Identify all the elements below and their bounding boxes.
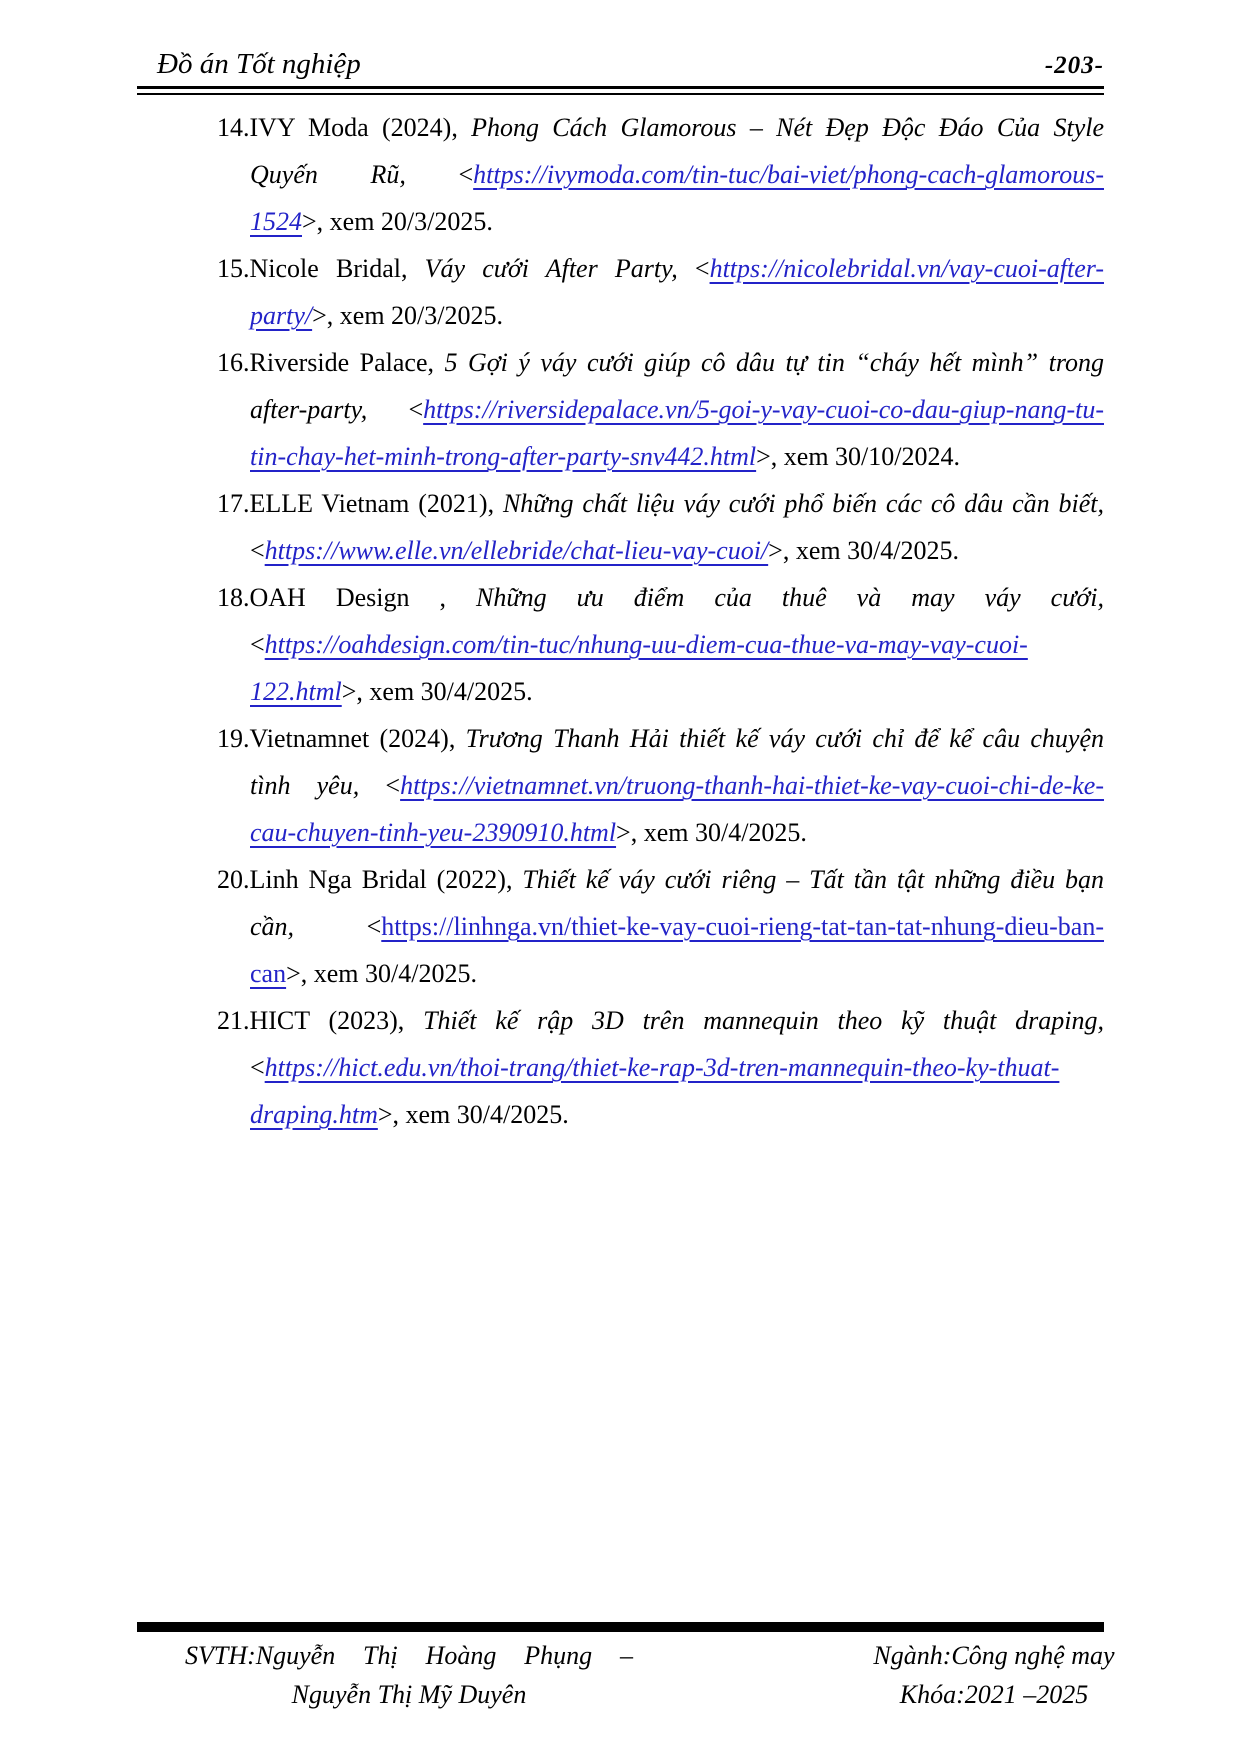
reference-number: 16. <box>217 348 250 377</box>
reference-text: Quyến Rũ, <box>250 160 459 189</box>
reference-item <box>217 997 1104 1138</box>
reference-line <box>217 574 1104 621</box>
page-number: -203- <box>1044 52 1104 79</box>
footer-rule <box>137 1622 1104 1632</box>
reference-text: Thiết kế rập 3D trên mannequin theo kỹ thuật draping, <box>423 1006 1104 1035</box>
page-header <box>137 0 1104 81</box>
reference-text: Thiết kế váy cưới riêng – Tất tần tật những điều bạn <box>522 865 1104 894</box>
reference-line <box>217 809 1104 856</box>
reference-line <box>217 762 1104 809</box>
reference-text: >, xem 30/4/2025. <box>616 818 807 847</box>
reference-text: < <box>250 630 265 659</box>
reference-link[interactable]: party/ <box>250 301 313 330</box>
reference-link[interactable]: https://riversidepalace.vn/5-goi-y-vay-cuoi-co-dau-giup-nang-tu- <box>423 395 1104 424</box>
reference-item <box>217 104 1104 245</box>
reference-text: < <box>250 536 265 565</box>
reference-text: < <box>694 254 710 283</box>
reference-link[interactable]: 1524 <box>250 207 302 236</box>
reference-text: < <box>366 912 382 941</box>
reference-link[interactable]: can <box>250 959 287 988</box>
reference-link[interactable]: https://oahdesign.com/tin-tuc/nhung-uu-diem-cua-thue-va-may-vay-cuoi- <box>264 630 1028 659</box>
reference-line <box>217 1091 1104 1138</box>
reference-line <box>217 856 1104 903</box>
header-rule <box>137 86 1104 95</box>
reference-text: IVY Moda (2024), <box>249 113 472 142</box>
reference-text: HICT (2023), <box>249 1006 424 1035</box>
reference-text: Linh Nga Bridal (2022), <box>249 865 523 894</box>
reference-text: Nicole Bridal, <box>249 254 425 283</box>
reference-line <box>217 527 1104 574</box>
page-content <box>137 0 1104 1138</box>
page-footer <box>137 1622 1115 1714</box>
reference-item <box>217 574 1104 715</box>
reference-text: after-party, <box>250 395 409 424</box>
reference-number: 14. <box>217 113 250 142</box>
reference-line <box>217 339 1104 386</box>
reference-text: < <box>408 395 424 424</box>
reference-line <box>217 433 1104 480</box>
footer-student-line2: Nguyễn Thị Mỹ Duyên <box>291 1680 527 1709</box>
reference-number: 21. <box>217 1006 250 1035</box>
footer-student-info <box>185 1636 633 1714</box>
reference-text: Phong Cách Glamorous – Nét Đẹp Độc Đáo Của Style <box>471 113 1104 142</box>
reference-text: >, xem 30/4/2025. <box>768 536 960 565</box>
reference-text: Những ưu điểm của thuê và may váy cưới, <box>476 583 1104 612</box>
reference-item <box>217 339 1104 480</box>
reference-link[interactable]: https://www.elle.vn/ellebride/chat-lieu-vay-cuoi/ <box>264 536 769 565</box>
reference-text: < <box>458 160 474 189</box>
reference-line <box>217 386 1104 433</box>
reference-link[interactable]: 122.html <box>250 677 342 706</box>
reference-line <box>217 151 1104 198</box>
reference-number: 17. <box>217 489 250 518</box>
reference-text: Trương Thanh Hải thiết kế váy cưới chỉ để kể câu chuyện <box>465 724 1104 753</box>
reference-line <box>217 997 1104 1044</box>
reference-line <box>217 480 1104 527</box>
reference-text: tình yêu, <box>250 771 386 800</box>
reference-text: >, xem 30/4/2025. <box>377 1100 569 1129</box>
reference-text: 5 Gợi ý váy cưới giúp cô dâu tự tin “cháy hết mình” trong <box>444 348 1104 377</box>
reference-line <box>217 668 1104 715</box>
footer-student-line1: SVTH:Nguyễn Thị Hoàng Phụng – <box>185 1641 633 1670</box>
reference-text: < <box>385 771 401 800</box>
reference-text: >, xem 20/3/2025. <box>312 301 503 330</box>
reference-number: 20. <box>217 865 250 894</box>
footer-text-row <box>137 1636 1115 1714</box>
reference-link[interactable]: tin-chay-het-minh-trong-after-party-snv442.html <box>250 442 757 471</box>
reference-link[interactable]: draping.htm <box>250 1100 378 1129</box>
reference-text: >, xem 20/3/2025. <box>302 207 493 236</box>
reference-link[interactable]: https://nicolebridal.vn/vay-cuoi-after- <box>709 254 1104 283</box>
reference-text: OAH Design , <box>249 583 477 612</box>
reference-text: < <box>250 1053 265 1082</box>
reference-text: Váy cưới After Party, <box>424 254 695 283</box>
footer-program-info <box>862 1636 1126 1714</box>
reference-number: 15. <box>217 254 250 283</box>
reference-line <box>217 292 1104 339</box>
footer-major: Ngành:Công nghệ may <box>873 1641 1115 1670</box>
reference-number: 18. <box>217 583 250 612</box>
reference-number: 19. <box>217 724 250 753</box>
reference-text: Vietnamnet (2024), <box>249 724 466 753</box>
footer-course: Khóa:2021 –2025 <box>899 1680 1089 1709</box>
reference-item <box>217 715 1104 856</box>
reference-line <box>217 903 1104 950</box>
reference-text: cần, <box>250 912 367 941</box>
reference-line <box>217 621 1104 668</box>
reference-line <box>217 104 1104 151</box>
reference-text: ELLE Vietnam (2021), <box>249 489 503 518</box>
reference-text: >, xem 30/4/2025. <box>341 677 533 706</box>
reference-text: >, xem 30/10/2024. <box>756 442 960 471</box>
reference-item <box>217 245 1104 339</box>
reference-line <box>217 1044 1104 1091</box>
reference-link[interactable]: https://hict.edu.vn/thoi-trang/thiet-ke-rap-3d-tren-mannequin-theo-ky-thuat- <box>264 1053 1060 1082</box>
reference-text: Những chất liệu váy cưới phổ biến các cô dâu cần biết, <box>502 489 1105 518</box>
reference-link[interactable]: https://linhnga.vn/thiet-ke-vay-cuoi-rieng-tat-tan-tat-nhung-dieu-ban- <box>381 912 1104 941</box>
reference-list <box>217 104 1104 1138</box>
reference-item <box>217 856 1104 997</box>
reference-line <box>217 245 1104 292</box>
reference-item <box>217 480 1104 574</box>
reference-text: Riverside Palace, <box>249 348 445 377</box>
reference-link[interactable]: https://ivymoda.com/tin-tuc/bai-viet/phong-cach-glamorous- <box>473 160 1104 189</box>
reference-link[interactable]: https://vietnamnet.vn/truong-thanh-hai-thiet-ke-vay-cuoi-chi-de-ke- <box>400 771 1104 800</box>
reference-line <box>217 198 1104 245</box>
reference-line <box>217 715 1104 762</box>
reference-link[interactable]: cau-chuyen-tinh-yeu-2390910.html <box>250 818 617 847</box>
header-title: Đồ án Tốt nghiệp <box>157 48 361 80</box>
reference-line <box>217 950 1104 997</box>
reference-text: >, xem 30/4/2025. <box>286 959 477 988</box>
